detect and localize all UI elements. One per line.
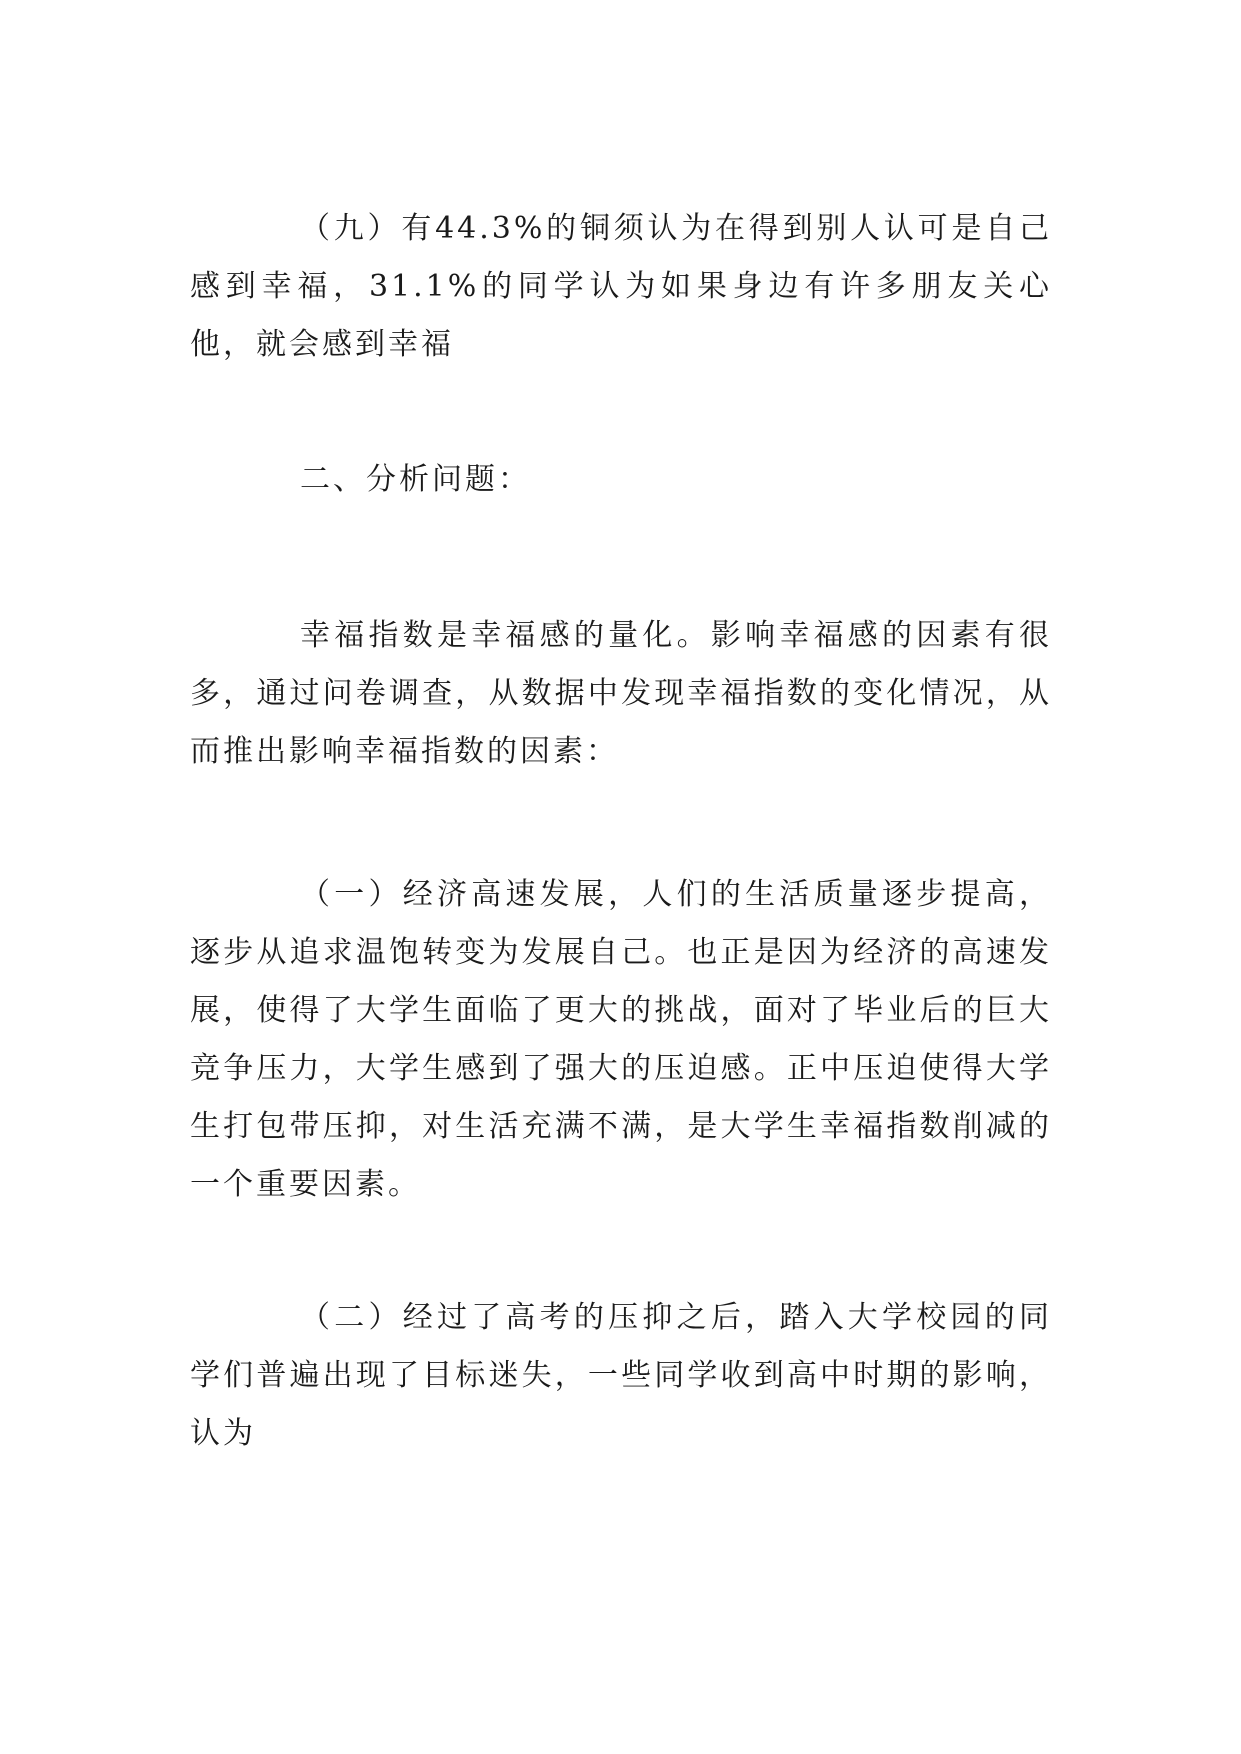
section-heading: 二、分析问题： (300, 462, 531, 497)
paragraph-item-nine: （九）有44.3%的铜须认为在得到别人认可是自己感到幸福，31.1%的同学认为如果身边有许多朋友关心他，就会感到幸福 (190, 211, 1052, 362)
paragraph-intro: 幸福指数是幸福感的量化。影响幸福感的因素有很多，通过问卷调查，从数据中发现幸福指数的变化情况，从而推出影响幸福指数的因素： (190, 618, 1052, 769)
paragraph-item-one: （一）经济高速发展，人们的生活质量逐步提高，逐步从追求温饱转变为发展自己。也正是因为经济的高速发展，使得了大学生面临了更大的挑战，面对了毕业后的巨大竞争压力，大学生感到了强大的压迫感。正中压迫使得大学生打包带压抑，对生活充满不满，是大学生幸福指数削减的一个重要因素。 (190, 877, 1052, 1202)
paragraph-item-two: （二）经过了高考的压抑之后，踏入大学校园的同学们普遍出现了目标迷失，一些同学收到高中时期的影响，认为 (190, 1300, 1052, 1451)
